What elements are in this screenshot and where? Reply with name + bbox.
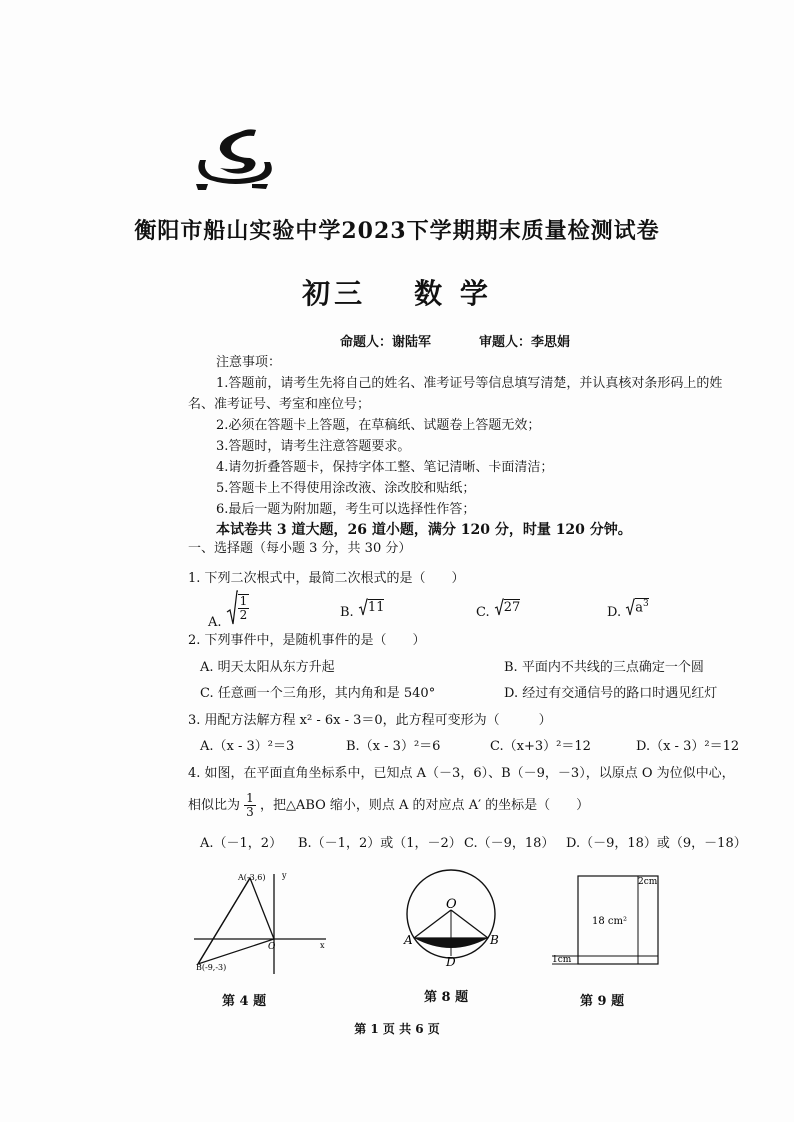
school-logo xyxy=(190,122,280,197)
figure-4-coordinate-plane xyxy=(190,868,330,978)
q4-option-c: C.（－9，18） xyxy=(464,836,555,851)
note-item: 名、准考证号、考室和座位号； xyxy=(188,397,371,412)
option-label: B. xyxy=(340,605,354,620)
q4-option-d: D.（－9，18）或（9，－18） xyxy=(566,836,747,851)
setter: 命题人：谢陆军 xyxy=(340,335,432,350)
fraction-denominator: 2 xyxy=(239,608,248,622)
x-axis-label: x xyxy=(320,941,325,950)
question-1-stem: 1. 下列二次根式中，最简二次根式的是（ ） xyxy=(188,571,465,586)
y-axis-label: y xyxy=(282,871,287,880)
q2-option-d: D. 经过有交通信号的路口时遇见红灯 xyxy=(504,686,718,701)
q2-option-b: B. 平面内不共线的三点确定一个圆 xyxy=(504,660,704,675)
section-heading: 一、选择题（每小题 3 分，共 30 分） xyxy=(188,541,412,556)
triangle-abo xyxy=(198,878,274,964)
origin-label: O xyxy=(268,942,276,952)
question-3-stem: 3. 用配方法解方程 x² - 6x - 3＝0，此方程可变形为（ ） xyxy=(188,713,552,728)
authors-line xyxy=(340,331,570,350)
note-item: 2.必须在答题卡上答题，在草稿纸、试题卷上答题无效； xyxy=(216,418,541,433)
radicand: 27 xyxy=(503,600,521,615)
q2-option-c: C. 任意画一个三角形，其内角和是 540° xyxy=(200,686,436,701)
q4-option-a: A.（－1，2） xyxy=(200,836,283,851)
notes-summary: 本试卷共 3 道大题，26 道小题，满分 120 分，时量 120 分钟。 xyxy=(216,522,632,538)
q3-option-c: C.（x+3）²＝12 xyxy=(490,739,591,754)
q4-ratio-suffix: ，把△ABO 缩小，则点 A 的对应点 A′ 的坐标是（ ） xyxy=(259,798,590,813)
q4-ratio-prefix: 相似比为 xyxy=(188,798,241,813)
option-label: C. xyxy=(476,605,490,620)
figure-8-caption: 第 8 题 xyxy=(424,990,469,1005)
option-label: D. xyxy=(607,605,622,620)
top-dimension-label: 2cm xyxy=(638,877,658,887)
point-b-label: B xyxy=(490,933,499,947)
point-a-label: A xyxy=(404,933,413,947)
question-2-stem: 2. 下列事件中，是随机事件的是（ ） xyxy=(188,633,426,648)
note-item: 5.答题卡上不得使用涂改液、涂改胶和贴纸； xyxy=(216,481,476,496)
radicand-base: a xyxy=(635,600,643,616)
notes-heading: 注意事项： xyxy=(216,355,282,370)
bottom-dimension-label: 1cm xyxy=(552,955,572,965)
note-item: 1.答题前，请考生先将自己的姓名、准考证号等信息填写清楚，并认真核对条形码上的姓 xyxy=(216,376,723,391)
q1-option-a xyxy=(208,590,249,630)
reviewer: 审题人：李思娟 xyxy=(479,335,571,350)
radical-sign-icon xyxy=(625,598,635,616)
q1-option-d xyxy=(607,598,649,620)
ratio-numerator: 1 xyxy=(246,791,254,805)
subject-title xyxy=(0,272,794,312)
point-d-label: D xyxy=(446,955,456,969)
radicand: 11 xyxy=(367,600,385,615)
q1-option-b xyxy=(340,598,384,620)
radical-sign-icon xyxy=(358,598,368,616)
radius-ob xyxy=(451,910,488,938)
point-b-label: B(-9,-3) xyxy=(196,963,227,972)
figure-9-rectangle xyxy=(548,872,664,970)
radical-sign-icon xyxy=(226,590,238,626)
q1-option-c xyxy=(476,598,520,620)
point-o-label: O xyxy=(446,897,457,912)
figure-8-circle xyxy=(402,860,502,970)
q4-option-b: B.（－1，2）或（1，－2） xyxy=(298,836,462,851)
q3-option-b: B.（x - 3）²＝6 xyxy=(346,739,441,754)
school-title: 衡阳市船山实验中学2023下学期期末质量检测试卷 xyxy=(134,218,660,244)
radicand-exponent: 3 xyxy=(643,599,649,610)
page-footer: 第 1 页 共 6 页 xyxy=(354,1022,440,1036)
segment-ab xyxy=(198,878,250,964)
point-a-label: A(-3,6) xyxy=(238,873,266,882)
subject-label: 数 学 xyxy=(414,277,492,310)
fraction-numerator: 1 xyxy=(239,594,248,608)
note-item: 3.答题时，请考生注意答题要求。 xyxy=(216,439,411,454)
question-4-line2 xyxy=(188,792,589,819)
q2-option-a: A. 明天太阳从东方升起 xyxy=(200,660,335,675)
option-label: A. xyxy=(208,615,222,630)
figure-9-caption: 第 9 题 xyxy=(580,994,625,1009)
q3-option-d: D.（x - 3）²＝12 xyxy=(636,739,740,754)
ratio-denominator: 3 xyxy=(246,805,254,819)
radical-sign-icon xyxy=(494,598,504,616)
question-4-stem: 4. 如图，在平面直角坐标系中，已知点 A（－3，6）、B（－9，－3），以原点 O 为位似中心， xyxy=(188,766,735,781)
area-label: 18 cm² xyxy=(592,916,627,927)
q3-option-a: A.（x - 3）²＝3 xyxy=(200,739,295,754)
figure-4-caption: 第 4 题 xyxy=(222,994,267,1009)
exam-notes xyxy=(188,352,778,541)
grade-label: 初三 xyxy=(302,277,367,310)
note-item: 4.请勿折叠答题卡，保持字体工整、笔记清晰、卡面清洁； xyxy=(216,460,554,475)
note-item: 6.最后一题为附加题，考生可以选择性作答； xyxy=(216,502,476,517)
radius-oa xyxy=(414,910,451,938)
